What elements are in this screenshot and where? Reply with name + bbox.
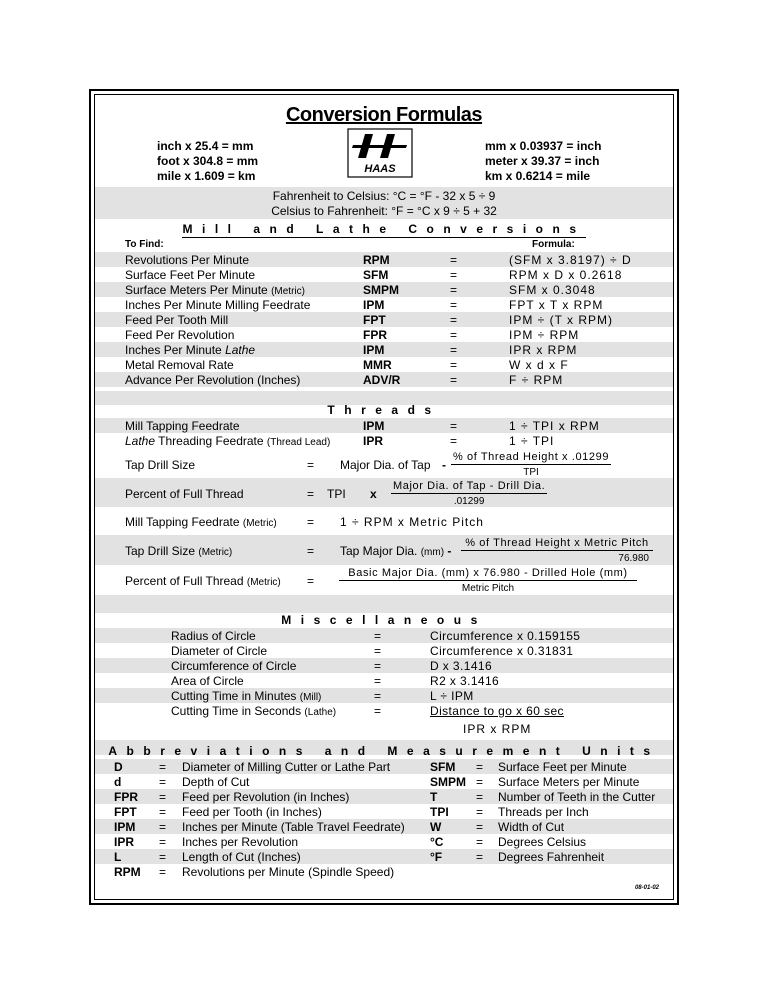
thread-formula: 1 ÷ TPI — [509, 434, 555, 448]
tap-drill-metric-label: Tap Drill Size (Metric) — [125, 544, 233, 558]
abbr-eq: = — [159, 760, 167, 774]
misc-name-text: Diameter of Circle — [171, 644, 268, 658]
table-row — [95, 774, 673, 789]
table-row — [95, 819, 673, 834]
abbr-desc: Number of Teeth in the Cutter — [498, 790, 656, 804]
abbr-desc: Depth of Cut — [182, 775, 250, 789]
misc-eq: = — [374, 629, 382, 643]
table-row — [95, 267, 673, 282]
table-row — [95, 673, 673, 688]
conversion-eq: = — [450, 283, 458, 297]
abbr-desc: Diameter of Milling Cutter or Lathe Part — [182, 760, 391, 774]
percent-full-denominator: .01299 — [453, 496, 485, 507]
mill-tapping-metric-eq: = — [307, 515, 315, 529]
abbr-eq: = — [476, 790, 484, 804]
conversion-formula: FPT x T x RPM — [509, 298, 604, 312]
conversion-name-note: (Metric) — [271, 286, 305, 297]
misc-name — [171, 705, 336, 718]
unit-mm-inch: mm x 0.03937 = inch — [485, 139, 602, 153]
unit-foot-mm: foot x 304.8 = mm — [157, 154, 259, 168]
misc-eq: = — [374, 674, 382, 688]
misc-name-text: Radius of Circle — [171, 629, 256, 643]
misc-formula: D x 3.1416 — [430, 659, 493, 673]
misc-formula: R2 x 3.1416 — [430, 674, 500, 688]
conversion-name-text: Revolutions Per Minute — [125, 253, 250, 267]
percent-metric-eq: = — [307, 574, 315, 588]
abbr-eq: = — [159, 775, 167, 789]
logo-text: HAAS — [364, 163, 396, 175]
abbr-term: TPI — [430, 805, 449, 819]
abbr-desc: Width of Cut — [498, 820, 565, 834]
conversion-name — [125, 359, 234, 371]
conversion-abbr: FPT — [363, 313, 386, 327]
abbr-term: RPM — [114, 865, 141, 879]
thread-eq: = — [450, 434, 458, 448]
conversion-name-note: Lathe — [225, 343, 256, 357]
abbr-term: SMPM — [430, 775, 466, 789]
mill-lathe-header: Mill and Lathe Conversions — [182, 222, 586, 236]
abbr-desc: Surface Feet per Minute — [498, 760, 627, 774]
percent-full-eq: = — [307, 487, 315, 501]
conversion-name — [125, 344, 255, 356]
table-row — [95, 759, 673, 774]
tap-drill-eq: = — [307, 458, 315, 472]
percent-full-lead: TPI — [327, 487, 346, 501]
abbr-eq: = — [476, 760, 484, 774]
to-find-label: To Find: — [125, 239, 164, 250]
conversion-name — [125, 314, 228, 326]
abbr-eq: = — [159, 805, 167, 819]
conversion-name-text: Surface Feet Per Minute — [125, 268, 256, 282]
misc-name-text: Cutting Time in Seconds — [171, 704, 302, 718]
thread-abbr: IPM — [363, 419, 385, 433]
page-title: Conversion Formulas — [285, 104, 483, 126]
abbr-desc: Revolutions per Minute (Spindle Speed) — [182, 865, 395, 879]
conversion-formula: IPM ÷ (T x RPM) — [509, 313, 614, 327]
unit-inch-mm: inch x 25.4 = mm — [157, 139, 254, 153]
tap-drill-metric-fraction — [461, 538, 653, 564]
tap-drill-size-label: Tap Drill Size — [125, 458, 196, 472]
fahrenheit-to-celsius: Fahrenheit to Celsius: °C = °F - 32 x 5 ÷ 9 — [272, 189, 496, 203]
mill-tapping-metric-label: Mill Tapping Feedrate (Metric) — [125, 515, 277, 529]
percent-metric-denominator: Metric Pitch — [461, 583, 515, 594]
thread-name-text: Threading Feedrate — [158, 434, 264, 448]
abbr-term: W — [430, 820, 442, 834]
sheet-inner-border — [94, 94, 674, 900]
conversion-formula: F ÷ RPM — [509, 373, 564, 387]
abbr-term: IPR — [114, 835, 135, 849]
table-row — [95, 703, 673, 718]
table-row — [95, 789, 673, 804]
conversion-name-text: Surface Meters Per Minute — [125, 283, 268, 297]
conversion-name — [125, 299, 310, 311]
haas-logo-icon — [347, 128, 413, 178]
abbr-eq: = — [159, 790, 167, 804]
tap-drill-denominator: TPI — [523, 467, 539, 478]
misc-formula: Circumference x 0.31831 — [430, 644, 574, 658]
conversion-eq: = — [450, 373, 458, 387]
thread-name — [125, 435, 330, 448]
conversion-name-text: Feed Per Revolution — [125, 328, 235, 342]
misc-eq: = — [374, 659, 382, 673]
conversion-name-text: Inches Per Minute Milling Feedrate — [125, 298, 311, 312]
tap-drill-numerator: % of Thread Height x .01299 — [453, 451, 610, 463]
table-row — [95, 864, 673, 879]
conversion-formula: (SFM x 3.8197) ÷ D — [509, 253, 632, 267]
table-row — [95, 643, 673, 658]
table-row — [95, 804, 673, 819]
abbr-term: SFM — [430, 760, 456, 774]
abbr-desc: Inches per Revolution — [182, 835, 299, 849]
percent-metric-label: Percent of Full Thread (Metric) — [125, 574, 281, 588]
misc-name — [171, 645, 267, 657]
abbr-desc: Surface Meters per Minute — [498, 775, 640, 789]
conversion-name — [125, 284, 305, 297]
threads-header: Threads — [327, 403, 441, 417]
conversion-abbr: MMR — [363, 358, 392, 372]
table-row — [95, 327, 673, 342]
thread-formula: 1 ÷ TPI x RPM — [509, 419, 600, 433]
conversion-name — [125, 329, 234, 341]
abbr-term: FPR — [114, 790, 138, 804]
table-row — [95, 312, 673, 327]
misc-name-text: Circumference of Circle — [171, 659, 297, 673]
conversion-name-text: Inches Per Minute — [125, 343, 222, 357]
abbr-eq: = — [476, 850, 484, 864]
conversion-name — [125, 254, 249, 266]
tap-drill-metric-lead: Tap Major Dia. (mm) - — [340, 544, 452, 558]
percent-full-numerator: Major Dia. of Tap - Drill Dia. — [393, 480, 546, 492]
conversion-eq: = — [450, 253, 458, 267]
misc-name-text: Cutting Time in Minutes — [171, 689, 297, 703]
conversion-eq: = — [450, 313, 458, 327]
celsius-to-fahrenheit: Celsius to Fahrenheit: °F = °C x 9 ÷ 5 + 32 — [271, 204, 497, 218]
abbr-eq: = — [476, 835, 484, 849]
misc-band — [95, 595, 673, 613]
conversion-abbr: FPR — [363, 328, 387, 342]
misc-eq: = — [374, 644, 382, 658]
abbr-desc: Inches per Minute (Table Travel Feedrate) — [182, 820, 405, 834]
abbr-term: T — [430, 790, 438, 804]
thread-name — [125, 420, 240, 432]
misc-name — [171, 630, 256, 642]
conversion-abbr: ADV/R — [363, 373, 401, 387]
conversion-formula: W x d x F — [509, 358, 569, 372]
conversion-name — [125, 269, 255, 281]
thread-name-italic: Lathe — [125, 434, 156, 448]
percent-full-label: Percent of Full Thread — [125, 487, 244, 501]
percent-full-times: x — [370, 487, 377, 501]
abbr-term: d — [114, 775, 122, 789]
misc-name — [171, 660, 296, 672]
table-row — [95, 418, 673, 433]
misc-name-note: (Mill) — [299, 692, 322, 703]
table-row — [95, 297, 673, 312]
misc-header: Miscellaneous — [281, 613, 487, 627]
percent-metric-numerator: Basic Major Dia. (mm) x 76.980 - Drilled Hole (mm) — [339, 568, 637, 581]
thread-name-note: (Thread Lead) — [266, 437, 331, 448]
misc-name-text: Area of Circle — [171, 674, 244, 688]
footer-code: 08-01-02 — [634, 885, 659, 891]
table-row — [95, 658, 673, 673]
misc-name-note: (Lathe) — [304, 707, 337, 718]
table-row — [95, 433, 673, 448]
conversion-name-text: Feed Per Tooth Mill — [125, 313, 229, 327]
abbr-eq: = — [159, 865, 167, 879]
table-row — [95, 342, 673, 357]
abbr-desc: Feed per Tooth (in Inches) — [182, 805, 322, 819]
misc-name — [171, 675, 244, 687]
conversion-eq: = — [450, 298, 458, 312]
abbr-eq: = — [476, 805, 484, 819]
abbr-desc: Degrees Celsius — [498, 835, 587, 849]
abbr-eq: = — [159, 820, 167, 834]
conversion-formula: RPM x D x 0.2618 — [509, 268, 623, 282]
tap-drill-fraction — [451, 452, 611, 478]
abbr-desc: Feed per Revolution (in Inches) — [182, 790, 350, 804]
table-row — [95, 372, 673, 387]
formula-label: Formula: — [532, 239, 575, 250]
abbr-desc: Threads per Inch — [498, 805, 589, 819]
abbr-eq: = — [476, 775, 484, 789]
abbr-eq: = — [476, 820, 484, 834]
misc-eq: = — [374, 689, 382, 703]
table-row — [95, 628, 673, 643]
conversion-eq: = — [450, 268, 458, 282]
cutting-time-denominator: IPR x RPM — [463, 722, 532, 736]
misc-name — [171, 690, 321, 703]
conversion-name — [125, 374, 300, 386]
conversion-formula: IPM ÷ RPM — [509, 328, 580, 342]
conversion-abbr: SFM — [363, 268, 389, 282]
conversion-name-text: Advance Per Revolution (Inches) — [125, 373, 301, 387]
conversion-abbr: IPM — [363, 343, 385, 357]
conversion-eq: = — [450, 328, 458, 342]
conversion-formula: IPR x RPM — [509, 343, 578, 357]
tap-drill-minus: - — [442, 458, 446, 472]
conversion-abbr: IPM — [363, 298, 385, 312]
thread-abbr: IPR — [363, 434, 384, 448]
abbr-desc: Degrees Fahrenheit — [498, 850, 605, 864]
unit-mile-km: mile x 1.609 = km — [157, 169, 256, 183]
misc-formula: Circumference x 0.159155 — [430, 629, 581, 643]
abbreviations-header: Abbreviations and Measurement Units — [108, 744, 660, 758]
abbr-term: L — [114, 850, 122, 864]
conversion-abbr: RPM — [363, 253, 390, 267]
conversion-sheet — [89, 89, 679, 905]
abbr-term: °F — [430, 850, 443, 864]
unit-km-mile: km x 0.6214 = mile — [485, 169, 591, 183]
conversion-eq: = — [450, 343, 458, 357]
tap-drill-lead: Major Dia. of Tap — [340, 458, 431, 472]
abbr-term: D — [114, 760, 123, 774]
table-row — [95, 834, 673, 849]
misc-formula: Distance to go x 60 sec — [430, 704, 564, 718]
abbr-term: °C — [430, 835, 444, 849]
unit-meter-inch: meter x 39.37 = inch — [485, 154, 600, 168]
percent-full-fraction — [391, 481, 547, 507]
abbr-term: FPT — [114, 805, 137, 819]
thread-name-text: Mill Tapping Feedrate — [125, 419, 240, 433]
abbr-desc: Length of Cut (Inches) — [182, 850, 301, 864]
thread-eq: = — [450, 419, 458, 433]
tap-drill-metric-denominator: 76.980 — [618, 553, 649, 564]
table-row — [95, 849, 673, 864]
table-row — [95, 357, 673, 372]
percent-metric-fraction — [339, 568, 637, 594]
abbr-term: IPM — [114, 820, 136, 834]
table-row — [95, 252, 673, 267]
misc-eq: = — [374, 704, 382, 718]
table-row — [95, 688, 673, 703]
mill-tapping-metric-formula: 1 ÷ RPM x Metric Pitch — [340, 515, 484, 529]
misc-formula: L ÷ IPM — [430, 689, 474, 703]
abbr-eq: = — [159, 850, 167, 864]
conversion-formula: SFM x 0.3048 — [509, 283, 596, 297]
abbr-eq: = — [159, 835, 167, 849]
tap-drill-metric-eq: = — [307, 544, 315, 558]
conversion-eq: = — [450, 358, 458, 372]
conversion-name-text: Metal Removal Rate — [125, 358, 234, 372]
conversion-abbr: SMPM — [363, 283, 399, 297]
table-row — [95, 282, 673, 297]
tap-drill-metric-numerator: % of Thread Height x Metric Pitch — [461, 538, 653, 551]
